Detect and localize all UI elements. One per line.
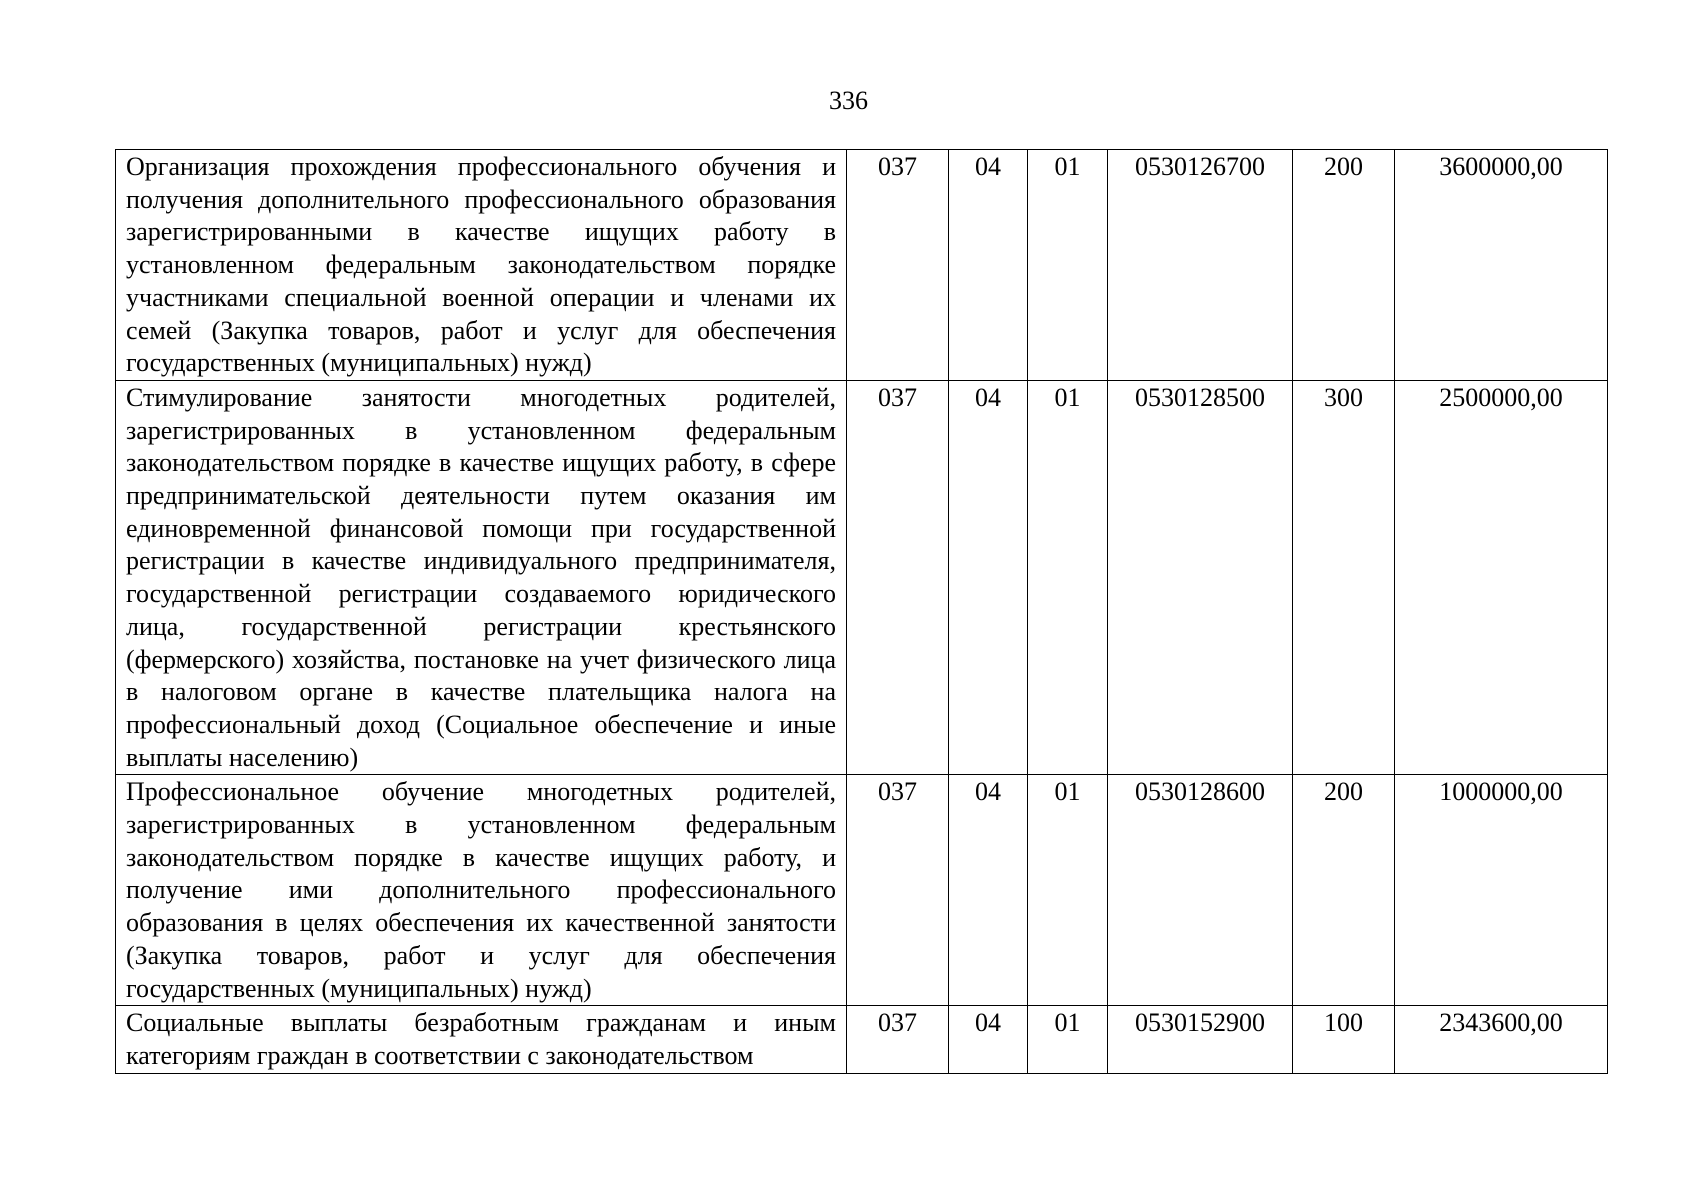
budget-table (115, 149, 1608, 1074)
row-expense-type-code: 300 (1293, 380, 1395, 774)
row-subsection-code: 01 (1028, 380, 1108, 774)
row-expense-type-code: 200 (1293, 150, 1395, 381)
row-amount: 1000000,00 (1395, 775, 1608, 1006)
row-subsection-code: 01 (1028, 150, 1108, 381)
row-ministry-code: 037 (847, 775, 949, 1006)
row-ministry-code: 037 (847, 1006, 949, 1073)
row-section-code: 04 (949, 775, 1028, 1006)
row-target-article-code: 0530126700 (1108, 150, 1293, 381)
row-ministry-code: 037 (847, 150, 949, 381)
row-description: Профессиональное обучение многодетных родителей, зарегистрированных в установленном федеральным законодательством порядке в качестве ищущих работу, и получение ими дополнительного профессионального образования в целях обеспечения их качественной занятости (Закупка товаров, работ и услуг для обеспечения государственных (муниципальных) нужд) (116, 775, 847, 1006)
row-expense-type-code: 200 (1293, 775, 1395, 1006)
row-section-code: 04 (949, 1006, 1028, 1073)
row-expense-type-code: 100 (1293, 1006, 1395, 1073)
row-section-code: 04 (949, 150, 1028, 381)
row-ministry-code: 037 (847, 380, 949, 774)
row-subsection-code: 01 (1028, 1006, 1108, 1073)
row-subsection-code: 01 (1028, 775, 1108, 1006)
row-target-article-code: 0530128600 (1108, 775, 1293, 1006)
row-description: Социальные выплаты безработным гражданам и иным категориям граждан в соответствии с законодательством (116, 1006, 847, 1073)
page-number: 336 (829, 86, 868, 115)
table-row (116, 1006, 1608, 1073)
row-amount: 3600000,00 (1395, 150, 1608, 381)
table-row (116, 775, 1608, 1006)
row-target-article-code: 0530128500 (1108, 380, 1293, 774)
table-row (116, 380, 1608, 774)
row-target-article-code: 0530152900 (1108, 1006, 1293, 1073)
row-amount: 2500000,00 (1395, 380, 1608, 774)
table-row (116, 150, 1608, 381)
row-amount: 2343600,00 (1395, 1006, 1608, 1073)
row-description: Организация прохождения профессионального обучения и получения дополнительного профессионального образования зарегистрированными в качестве ищущих работу в установленном федеральным законодательством порядке участниками специальной военной операции и членами их семей (Закупка товаров, работ и услуг для обеспечения государственных (муниципальных) нужд) (116, 150, 847, 381)
row-section-code: 04 (949, 380, 1028, 774)
row-description: Стимулирование занятости многодетных родителей, зарегистрированных в установленном федеральным законодательством порядке в качестве ищущих работу, в сфере предпринимательской деятельности путем оказания им единовременной финансовой помощи при государственной регистрации в качестве индивидуального предпринимателя, государственной регистрации создаваемого юридического лица, государственной регистрации крестьянского (фермерского) хозяйства, постановке на учет физического лица в налоговом органе в качестве плательщика налога на профессиональный доход (Социальное обеспечение и иные выплаты населению) (116, 380, 847, 774)
